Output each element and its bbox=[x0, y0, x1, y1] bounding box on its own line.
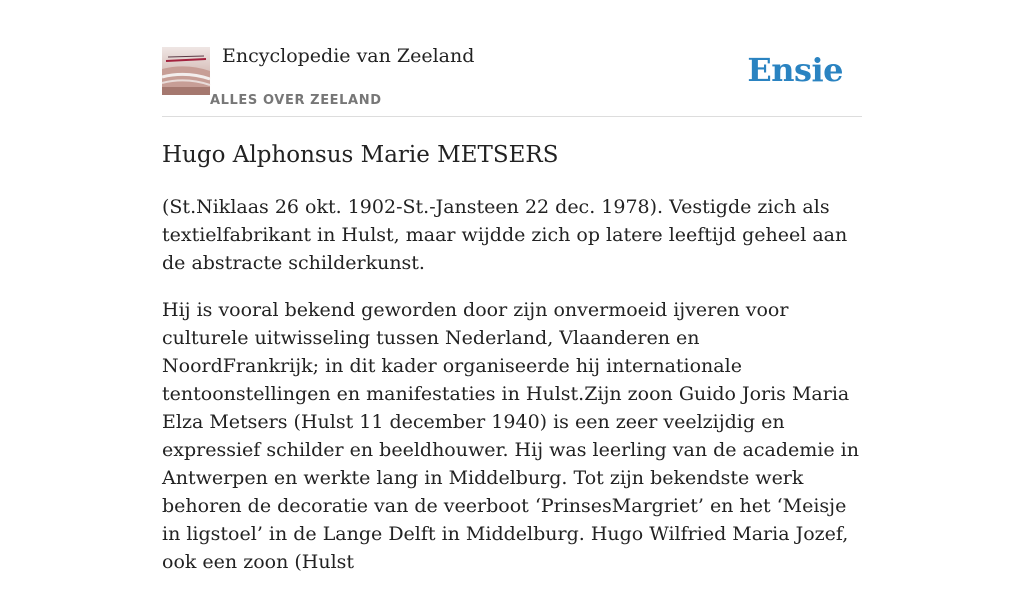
article bbox=[162, 140, 862, 595]
site-header bbox=[162, 38, 862, 117]
brand-logo[interactable]: Ensie bbox=[747, 51, 843, 89]
article-title: Hugo Alphonsus Marie METSERS bbox=[162, 142, 559, 168]
site-tagline: ALLES OVER ZEELAND bbox=[210, 93, 382, 108]
site-avatar[interactable] bbox=[162, 47, 210, 95]
site-title[interactable]: Encyclopedie van Zeeland bbox=[222, 45, 475, 67]
book-photo-icon bbox=[162, 47, 210, 95]
article-paragraph: Hij is vooral bekend geworden door zijn onvermoeid ijveren voor culturele uitwisseling tussen Nederland, Vlaanderen en NoordFrankrijk; in dit kader organiseerde hij internationale tentoonstellingen en manifestaties in Hulst.Zijn zoon Guido Joris Maria Elza Metsers (Hulst 11 december 1940) is een zeer veelzijdig en expressief schilder en beeldhouwer. Hij was leerling van de academie in Antwerpen en werkte lang in Middelburg. Tot zijn bekendste werk behoren de decoratie van de veerboot ‘PrinsesMargriet’ en het ‘Meisje in ligstoel’ in de Lange Delft in Middelburg. Hugo Wilfried Maria Jozef, ook een zoon (Hulst bbox=[162, 299, 859, 573]
article-paragraph: (St.Niklaas 26 okt. 1902-St.-Jansteen 22 dec. 1978). Vestigde zich als textielfabrikant in Hulst, maar wijdde zich op latere leeftijd geheel aan de abstracte schilderkunst. bbox=[162, 196, 848, 274]
